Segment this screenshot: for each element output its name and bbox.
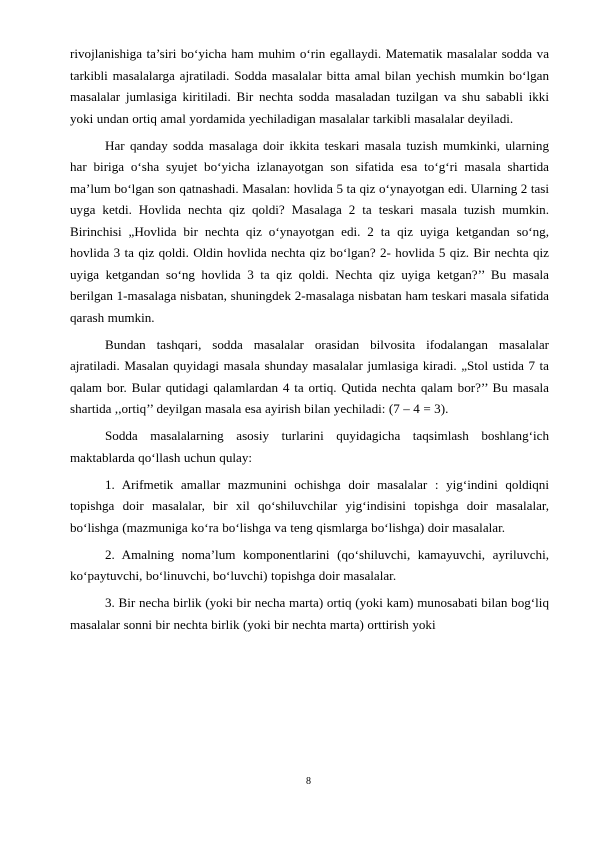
paragraph-intro-continuation: rivojlanishiga ta’siri bo‘yicha ham muhim o‘rin egallaydi. Matematik masalalar sodda va tarkibli masalalarga ajratiladi. Sodda masalalar bitta amal bilan yechish mumkin bo‘lgan masalalar jumlasiga kiritiladi. Bir nechta sodda masaladan tuzilgan va shu sababli ikki yoki undan ortiq amal yordamida yechiladigan masalalar tarkibli masalalar deyiladi. xyxy=(70,46,549,126)
list-item-arithmetic-operations: 1. Arifmetik amallar mazmunini ochishga doir masalalar : yig‘indini qoldiqni topishga doir masalalar, bir xil qo‘shiluvchilar yig‘indisini topishga doir masalalar, bo‘lishga (mazmuniga ko‘ra bo‘lishga va teng qismlarga bo‘lishga) doir masalalar. xyxy=(70,476,549,535)
paragraph-indirect-problems: Bundan tashqari, sodda masalalar orasidan bilvosita ifodalangan masalalar ajratiladi. Masalan quyidagi masala shunday masalalar jumlasiga kiradi. „Stol ustida 7 ta qalam bor. Bular qutidagi qalamlardan 4 ta ortiq. Qutida nechta qalam bor?’’ Bu masala shartida ,,ortiq’’ deyilgan masala esa ayirish bilan yechiladi: (7 – 4 = 3). xyxy=(70,336,549,416)
list-item-relations: 3. Bir necha birlik (yoki bir necha marta) ortiq (yoki kam) munosabati bilan bog‘liq masalalar sonni bir nechta birlik (yoki bir nechta marta) orttirish yoki xyxy=(70,595,549,632)
paragraph-inverse-problems: Har qanday sodda masalaga doir ikkita teskari masala tuzish mumkinki, ularning har biriga o‘sha syujet bo‘yicha izlanayotgan son sifatida esa to‘g‘ri masala shartida ma’lum bo‘lgan son qatnashadi. Masalan: hovlida 5 ta qiz o‘ynayotgan edi. Ularning 2 tasi uyga ketdi. Hovlida nechta qiz qoldi? Masalaga 2 ta teskari masala tuzish mumkin. Birinchisi „Hovlida bir nechta qiz o‘ynayotgan edi. 2 ta qiz uyiga ketgandan so‘ng, hovlida 3 ta qiz qoldi. Oldin hovlida nechta qiz bo‘lgan? 2- hovlida 5 qiz. Bir nechta qiz uyiga ketgandan so‘ng hovlida 3 ta qiz qoldi. Nechta qiz uyiga ketgan?’’ Bu masala berilgan 1-masalaga nisbatan, shuningdek 2-masalaga nisbatan ham teskari masala sifatida qarash mumkin. xyxy=(70,137,549,325)
page-number: 8 xyxy=(306,776,311,787)
paragraph-problem-types-intro: Sodda masalalarning asosiy turlarini quyidagicha taqsimlash boshlang‘ich maktablarda qo‘llash uchun qulay: xyxy=(70,428,549,465)
document-page xyxy=(70,43,549,641)
list-item-unknown-components: 2. Amalning noma’lum komponentlarini (qo‘shiluvchi, kamayuvchi, ayriluvchi, ko‘paytuvchi, bo‘linuvchi, bo‘luvchi) topishga doir masalalar. xyxy=(70,546,549,583)
